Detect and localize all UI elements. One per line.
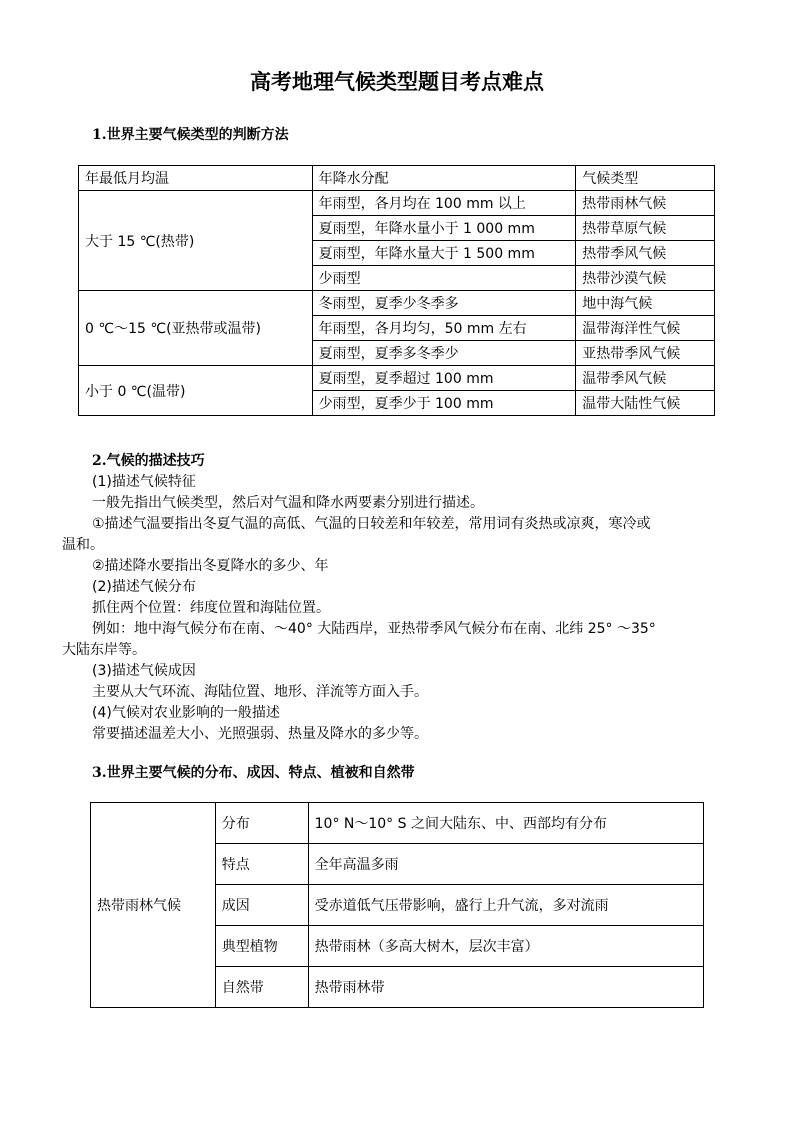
subheading-climate-features: (1)描述气候特征 [92, 474, 196, 490]
paragraph-line: 抓住两个位置：纬度位置和海陆位置。 [92, 600, 330, 616]
paragraph-line: 一般先指出气候类型，然后对气温和降水两要素分别进行描述。 [92, 495, 484, 511]
paragraph-line: 主要从大气环流、海陆位置、地形、洋流等方面入手。 [92, 684, 428, 700]
table-header-row [79, 166, 715, 191]
climate-type-cell: 温带季风气候 [576, 366, 715, 391]
table-row [91, 803, 704, 844]
paragraph-line: ②描述降水要指出冬夏降水的多少、年 [92, 558, 329, 574]
table-row [79, 191, 715, 216]
attribute-value-cell: 全年高温多雨 [308, 844, 703, 885]
header-cell: 气候类型 [576, 166, 715, 191]
section-2-heading: 2.气候的描述技巧 [92, 453, 205, 469]
climate-type-cell: 温带大陆性气候 [576, 391, 715, 416]
paragraph-line: 温和。 [62, 537, 104, 553]
paragraph-line: 常要描述温差大小、光照强弱、热量及降水的多少等。 [92, 726, 428, 742]
precip-cell: 夏雨型，年降水量小于 1 000 mm [312, 216, 576, 241]
subheading-agriculture-impact: (4)气候对农业影响的一般描述 [92, 705, 280, 721]
precip-cell: 夏雨型，年降水量大于 1 500 mm [312, 241, 576, 266]
attribute-key-cell: 分布 [215, 803, 308, 844]
attribute-key-cell: 自然带 [215, 967, 308, 1008]
section-1-heading: 1.世界主要气候类型的判断方法 [92, 127, 289, 143]
subheading-climate-distribution: (2)描述气候分布 [92, 579, 196, 595]
climate-type-cell: 热带沙漠气候 [576, 266, 715, 291]
table-row [79, 366, 715, 391]
temp-cell: 大于 15 ℃(热带) [79, 191, 313, 291]
climate-type-cell: 温带海洋性气候 [576, 316, 715, 341]
temp-cell: 0 ℃～15 ℃(亚热带或温带) [79, 291, 313, 366]
precip-cell: 夏雨型，夏季超过 100 mm [312, 366, 576, 391]
climate-type-cell: 热带草原气候 [576, 216, 715, 241]
precip-cell: 年雨型，各月均在 100 mm 以上 [312, 191, 576, 216]
precip-cell: 夏雨型，夏季多冬季少 [312, 341, 576, 366]
precip-cell: 少雨型 [312, 266, 576, 291]
climate-type-cell: 热带季风气候 [576, 241, 715, 266]
subheading-climate-causes: (3)描述气候成因 [92, 663, 196, 679]
climate-type-cell: 热带雨林气候 [576, 191, 715, 216]
attribute-value-cell: 10° N～10° S 之间大陆东、中、西部均有分布 [308, 803, 703, 844]
section-3-heading: 3.世界主要气候的分布、成因、特点、植被和自然带 [92, 765, 415, 781]
attribute-value-cell: 热带雨林（多高大树木，层次丰富） [308, 926, 703, 967]
paragraph-line: 大陆东岸等。 [62, 642, 146, 658]
table-row [79, 291, 715, 316]
tropical-rainforest-table [90, 802, 704, 1008]
climate-name-cell: 热带雨林气候 [91, 803, 216, 1008]
page-title: 高考地理气候类型题目考点难点 [250, 69, 544, 94]
climate-judgment-table [78, 165, 715, 416]
temp-cell: 小于 0 ℃(温带) [79, 366, 313, 416]
paragraph-line: 例如：地中海气候分布在南、～40° 大陆西岸，亚热带季风气候分布在南、北纬 25° ～35° [92, 621, 656, 637]
header-cell: 年最低月均温 [79, 166, 313, 191]
climate-type-cell: 亚热带季风气候 [576, 341, 715, 366]
precip-cell: 冬雨型，夏季少冬季多 [312, 291, 576, 316]
precip-cell: 少雨型，夏季少于 100 mm [312, 391, 576, 416]
attribute-key-cell: 成因 [215, 885, 308, 926]
paragraph-line: ①描述气温要指出冬夏气温的高低、气温的日较差和年较差，常用词有炎热或凉爽，寒冷或 [92, 516, 651, 532]
precip-cell: 年雨型，各月均匀，50 mm 左右 [312, 316, 576, 341]
attribute-key-cell: 典型植物 [215, 926, 308, 967]
attribute-value-cell: 受赤道低气压带影响，盛行上升气流，多对流雨 [308, 885, 703, 926]
header-cell: 年降水分配 [312, 166, 576, 191]
attribute-value-cell: 热带雨林带 [308, 967, 703, 1008]
climate-type-cell: 地中海气候 [576, 291, 715, 316]
attribute-key-cell: 特点 [215, 844, 308, 885]
